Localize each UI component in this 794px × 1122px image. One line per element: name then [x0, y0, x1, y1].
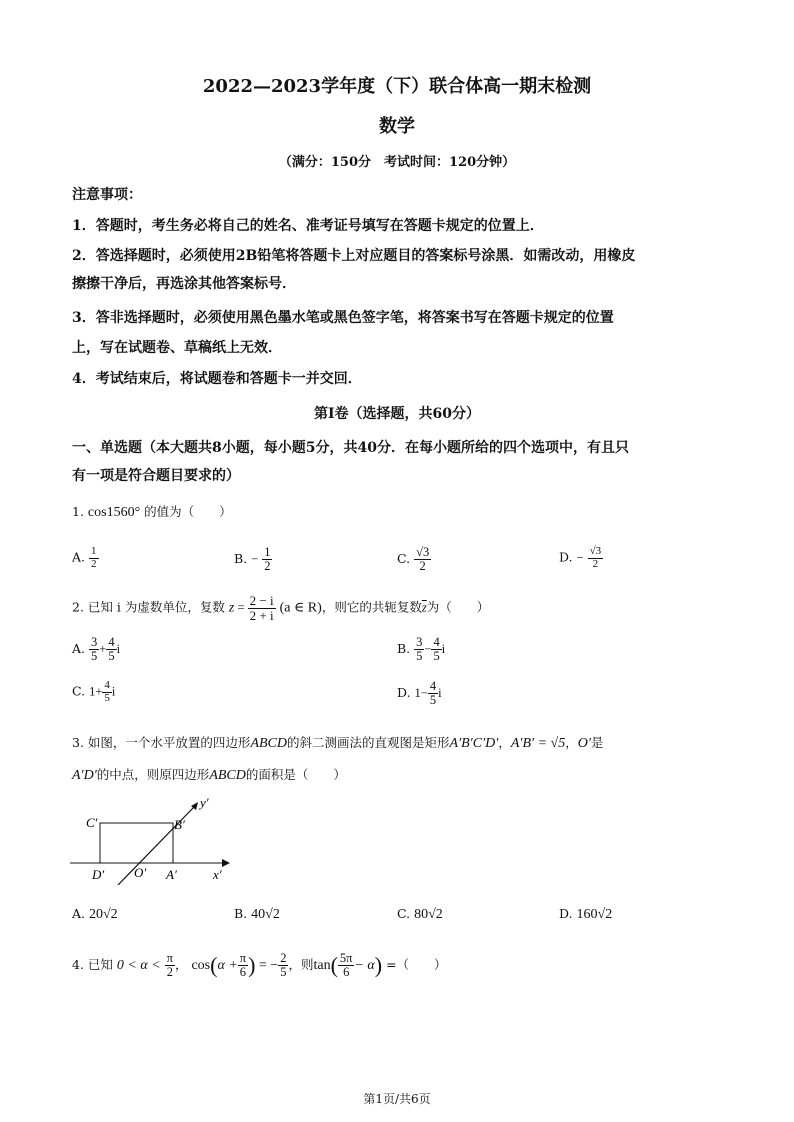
notes-heading: 注意事项：: [72, 187, 142, 203]
part-instructions-cont: 有一项是符合题目要求的）: [72, 468, 240, 484]
q3-option-a[interactable]: A. 20√2: [72, 906, 118, 922]
note-item: 2．答选择题时，必须使用2B铅笔将答题卡上对应题目的答案标号涂黑．如需改动，用橡皮: [72, 248, 636, 264]
q3-option-b[interactable]: B. 40√2: [234, 906, 280, 922]
exam-subject: 数学: [379, 116, 415, 137]
note-item: 1．答题时，考生务必将自己的姓名、准考证号填写在答题卡规定的位置上．: [72, 218, 544, 234]
q1-option-a[interactable]: A. $\frac{1}{2}$: [72, 545, 97, 570]
fraction: $\frac{4}{5}$: [108, 635, 115, 664]
question-2: 2. 已知 i 为虚数单位，复数 z = $\frac{2 - i}{2 + i}$ (a ∈ R)，则它的共轭复数$\overline{z}$为（ ）: [72, 593, 490, 623]
q2-option-a[interactable]: A. $\frac{3}{5}$ + $\frac{4}{5}$ i: [72, 635, 121, 664]
page-footer: 第1页/共6页: [363, 1092, 431, 1106]
label-o: O′: [134, 865, 147, 880]
fraction: $\frac{\pi}{6}$: [239, 951, 247, 980]
label-c: C′: [86, 815, 98, 830]
q2-option-b[interactable]: B. $\frac{3}{5}$ − $\frac{4}{5}$ i: [397, 635, 446, 664]
q1-option-b[interactable]: B. − $\frac{1}{2}$: [234, 545, 271, 574]
fraction: $\frac{4}{5}$: [433, 635, 440, 664]
label-y: y′: [200, 795, 209, 810]
q2-option-d[interactable]: D. 1− $\frac{4}{5}$ i: [397, 679, 442, 708]
rectangle: [100, 823, 173, 863]
label-b: B′: [174, 817, 185, 832]
fraction: $\frac{√3}{2}$: [416, 545, 430, 574]
question-3: 3. 如图，一个水平放置的四边形ABCD的斜二测画法的直观图是矩形A′B′C′D′，A′B′ = √5，O′是: [72, 735, 604, 751]
q3-figure: [70, 795, 240, 885]
question-number: 4.: [72, 957, 84, 973]
fraction: $\frac{3}{5}$: [416, 635, 423, 664]
fraction: $\frac{1}{2}$: [91, 545, 97, 570]
fraction: $\frac{1}{2}$: [264, 545, 271, 574]
note-item: 上，写在试题卷、草稿纸上无效．: [72, 340, 282, 356]
question-number: 1.: [72, 504, 84, 519]
fraction: $\frac{2 - i}{2 + i}$: [249, 593, 274, 623]
question-number: 2.: [72, 599, 84, 615]
section-title: 第Ⅰ卷（选择题，共60分）: [313, 406, 481, 422]
label-x: x′: [213, 867, 222, 882]
q2-option-c[interactable]: C. 1+ $\frac{4}{5}$ i: [72, 679, 116, 704]
q1-option-c[interactable]: C. $\frac{√3}{2}$: [397, 545, 430, 574]
fraction: $\frac{5\pi}{6}$: [339, 951, 353, 980]
x-axis-arrow: [222, 859, 230, 867]
fraction: $\frac{4}{5}$: [104, 679, 110, 704]
label-d: D′: [92, 867, 105, 882]
exam-title: 2022—2023学年度（下）联合体高一期末检测: [202, 76, 592, 97]
part-instructions: 一、单选题（本大题共8小题，每小题5分，共40分．在每小题所给的四个选项中，有且只: [72, 440, 629, 456]
fraction: $\frac{3}{5}$: [91, 635, 98, 664]
fraction: $\frac{2}{5}$: [280, 951, 287, 980]
q1-tail: 的值为（ ）: [144, 504, 232, 519]
q1-expression: cos1560°: [87, 505, 141, 520]
fraction: $\frac{√3}{2}$: [589, 545, 602, 570]
q3-option-d[interactable]: D. 160√2: [559, 906, 613, 922]
q1-option-d[interactable]: D. − $\frac{√3}{2}$: [559, 545, 602, 570]
label-a: A′: [166, 867, 177, 882]
question-1: [72, 502, 232, 521]
note-item: 4．考试结束后，将试题卷和答题卡一并交回．: [72, 371, 362, 387]
fraction: $\frac{\pi}{2}$: [166, 951, 173, 980]
fraction: $\frac{4}{5}$: [429, 679, 437, 708]
question-4: 4. 已知 0 < α < $\frac{\pi}{2}$ ， cos(α + $\frac{\pi}{6}$ ) = − $\frac{2}{5}$ ，则tan( $\frac{5\pi}{6}$ − α) =（ ）: [72, 951, 447, 980]
question-3-cont: A′D′的中点，则原四边形ABCD的面积是（ ）: [72, 767, 346, 783]
question-number: 3.: [72, 735, 84, 750]
exam-meta: （满分：150分 考试时间：120分钟）: [278, 155, 516, 170]
q3-option-c[interactable]: C. 80√2: [397, 906, 443, 922]
note-item: 3．答非选择题时，必须使用黑色墨水笔或黑色签字笔，将答案书写在答题卡规定的位置: [72, 310, 614, 326]
note-item: 擦擦干净后，再选涂其他答案标号．: [72, 276, 296, 292]
